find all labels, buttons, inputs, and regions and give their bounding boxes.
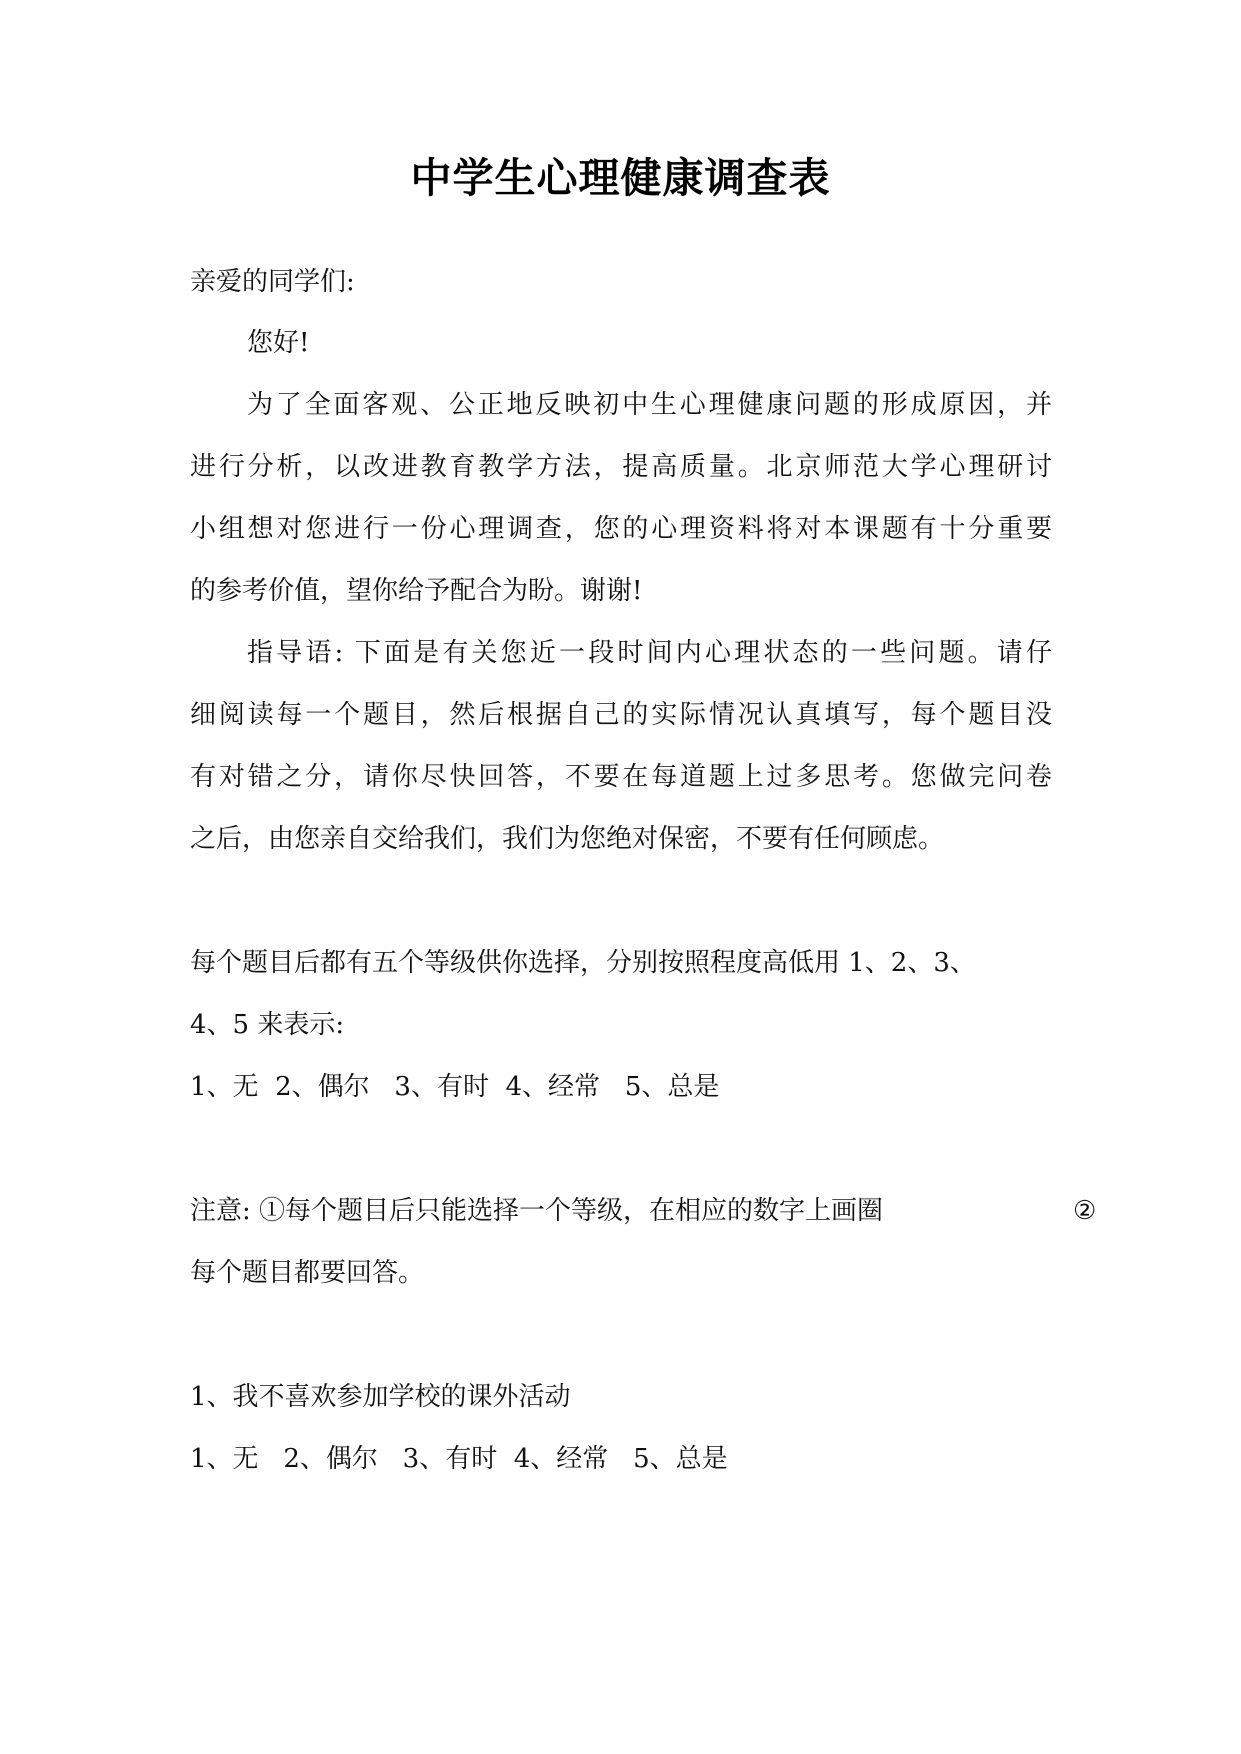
note-line: 注意: ①每个题目后只能选择一个等级，在相应的数字上画圈 xyxy=(190,1196,884,1226)
question-text: 1、我不喜欢参加学校的课外活动 xyxy=(190,1382,571,1412)
intro-line: 的参考价值，望你给予配合为盼。谢谢! xyxy=(190,576,643,606)
instruction-line: 有对错之分，请你尽快回答，不要在每道题上过多思考。您做完问卷 xyxy=(190,762,1052,792)
instruction-line: 指导语: 下面是有关您近一段时间内心理状态的一些问题。请仔 xyxy=(247,638,1052,668)
greeting: 亲爱的同学们: xyxy=(190,267,355,297)
page-title: 中学生心理健康调查表 xyxy=(410,154,831,202)
question-options[interactable]: 1、无 2、偶尔 3、有时 4、经常 5、总是 xyxy=(190,1444,728,1474)
hello-line: 您好! xyxy=(247,328,310,358)
intro-line: 小组想对您进行一份心理调查，您的心理资料将对本课题有十分重要 xyxy=(190,514,1052,544)
scale-options: 1、无 2、偶尔 3、有时 4、经常 5、总是 xyxy=(190,1072,720,1102)
instruction-line: 细阅读每一个题目，然后根据自己的实际情况认真填写，每个题目没 xyxy=(190,700,1052,730)
scale-line: 每个题目后都有五个等级供你选择，分别按照程度高低用 1、2、3、 xyxy=(190,948,976,978)
intro-line: 进行分析，以改进教育教学方法，提高质量。北京师范大学心理研讨 xyxy=(190,452,1052,482)
intro-line: 为了全面客观、公正地反映初中生心理健康问题的形成原因，并 xyxy=(247,390,1052,420)
note-marker: ② xyxy=(1073,1196,1097,1226)
scale-line: 4、5 来表示: xyxy=(190,1010,345,1040)
note-line: 每个题目都要回答。 xyxy=(190,1258,425,1288)
instruction-line: 之后，由您亲自交给我们，我们为您绝对保密，不要有任何顾虑。 xyxy=(190,824,945,854)
